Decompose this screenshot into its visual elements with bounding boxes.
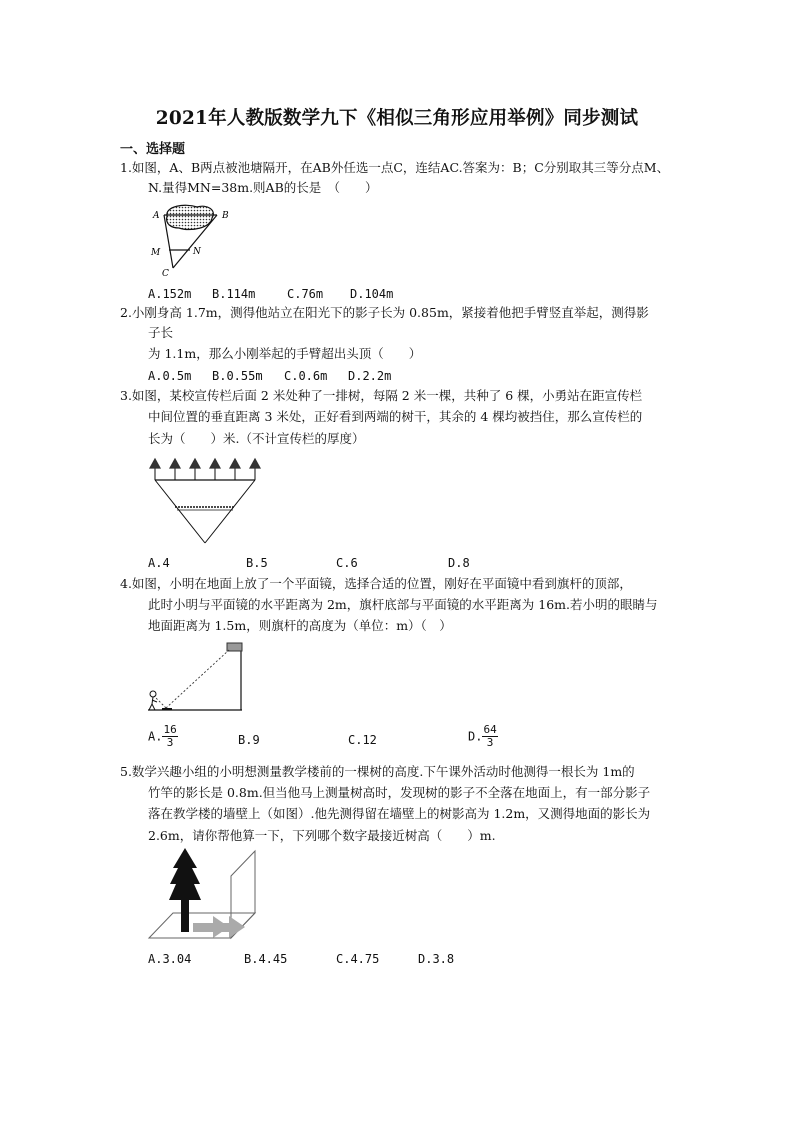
- q1-option-d[interactable]: D.104m: [350, 287, 394, 301]
- label-c: C: [162, 269, 169, 278]
- q2-option-b[interactable]: B.0.55m: [212, 369, 263, 383]
- label-a: A: [153, 211, 160, 221]
- q3-line2: 中间位置的垂直距离 3 米处，正好看到两端的树干，其余的 4 棵均被挡住，那么宣传栏的: [148, 409, 643, 424]
- q4-line3: 地面距离为 1.5m，则旗杆的高度为（单位：m）（ ）: [148, 618, 452, 633]
- q4-figure: [145, 638, 245, 714]
- q2-option-d[interactable]: D.2.2m: [348, 369, 392, 383]
- section-heading: 一、选择题: [120, 142, 186, 157]
- q5-option-a[interactable]: A.3.04: [148, 952, 192, 966]
- q5-option-c[interactable]: C.4.75: [336, 952, 380, 966]
- q4-option-a-prefix: A.: [148, 729, 163, 744]
- q4-line2: 此时小明与平面镜的水平距离为 2m，旗杆底部与平面镜的水平距离为 16m.若小明的眼睛与: [148, 597, 658, 612]
- q1-option-c[interactable]: C.76m: [287, 287, 324, 301]
- q4-option-b[interactable]: B.9: [238, 733, 260, 747]
- q5-line4: 2.6m，请你帮他算一下，下列哪个数字最接近树高（ ）m.: [148, 828, 496, 843]
- q4-option-d-fraction: [482, 724, 497, 749]
- q2-line1: 2.小刚身高 1.7m，测得他站立在阳光下的影子长为 0.85m，紧接着他把手臂竖直举起，测得影: [120, 305, 649, 320]
- q4-option-d-numerator: 64: [483, 723, 497, 736]
- label-m: M: [151, 248, 161, 258]
- q3-option-d[interactable]: D.8: [448, 556, 470, 570]
- q5-line3: 落在教学楼的墙壁上（如图）.他先测得留在墙壁上的树影高为 1.2m，又测得地面的影长为: [148, 806, 651, 821]
- q4-option-a-denominator: 3: [166, 736, 174, 749]
- q1-option-b[interactable]: B.114m: [212, 287, 256, 301]
- q3-line1: 3.如图，某校宣传栏后面 2 米处种了一排树，每隔 2 米一棵，共种了 6 棵，小勇站在距宣传栏: [120, 388, 643, 403]
- q5-line2: 竹竿的影长是 0.8m.但当他马上测量树高时，发现树的影子不全落在地面上，有一部分影子: [148, 785, 651, 800]
- q1-figure: [145, 200, 245, 278]
- q5-figure: [145, 846, 270, 944]
- q4-option-d-denominator: 3: [486, 736, 494, 749]
- q3-option-a[interactable]: A.4: [148, 556, 170, 570]
- q4-option-a-fraction: [162, 724, 177, 749]
- label-n: N: [193, 247, 201, 257]
- q3-figure: [145, 455, 275, 547]
- q2-option-c[interactable]: C.0.6m: [284, 369, 328, 383]
- q4-option-d[interactable]: [468, 724, 498, 749]
- q4-option-a[interactable]: [148, 724, 178, 749]
- q2-line2: 子长: [148, 325, 174, 340]
- q4-line1: 4.如图，小明在地面上放了一个平面镜，选择合适的位置，刚好在平面镜中看到旗杆的顶部，: [120, 576, 632, 591]
- q4-options: [148, 724, 548, 754]
- q4-option-d-prefix: D.: [468, 729, 483, 744]
- q2-option-a[interactable]: A.0.5m: [148, 369, 192, 383]
- q4-option-a-numerator: 16: [163, 723, 177, 736]
- q1-line1: 1.如图，A、B两点被池塘隔开，在AB外任选一点C，连结AC.答案为：B；C分别取其三等分点M、: [120, 160, 670, 175]
- q3-option-b[interactable]: B.5: [246, 556, 268, 570]
- label-b: B: [222, 211, 229, 221]
- q1-option-a[interactable]: A.152m: [148, 287, 192, 301]
- q4-option-c[interactable]: C.12: [348, 733, 377, 747]
- q2-line3: 为 1.1m，那么小刚举起的手臂超出头顶（ ）: [148, 346, 422, 361]
- q1-line2: N.量得MN=38m.则AB的长是 （ ）: [148, 180, 378, 195]
- q3-line3: 长为（ ）米.（不计宣传栏的厚度）: [148, 431, 365, 446]
- q5-line1: 5.数学兴趣小组的小明想测量教学楼前的一棵树的高度.下午课外活动时他测得一根长为 1m的: [120, 764, 635, 779]
- q5-option-b[interactable]: B.4.45: [244, 952, 288, 966]
- q3-option-c[interactable]: C.6: [336, 556, 358, 570]
- q5-option-d[interactable]: D.3.8: [418, 952, 455, 966]
- page-title: 2021年人教版数学九下《相似三角形应用举例》同步测试: [155, 108, 639, 129]
